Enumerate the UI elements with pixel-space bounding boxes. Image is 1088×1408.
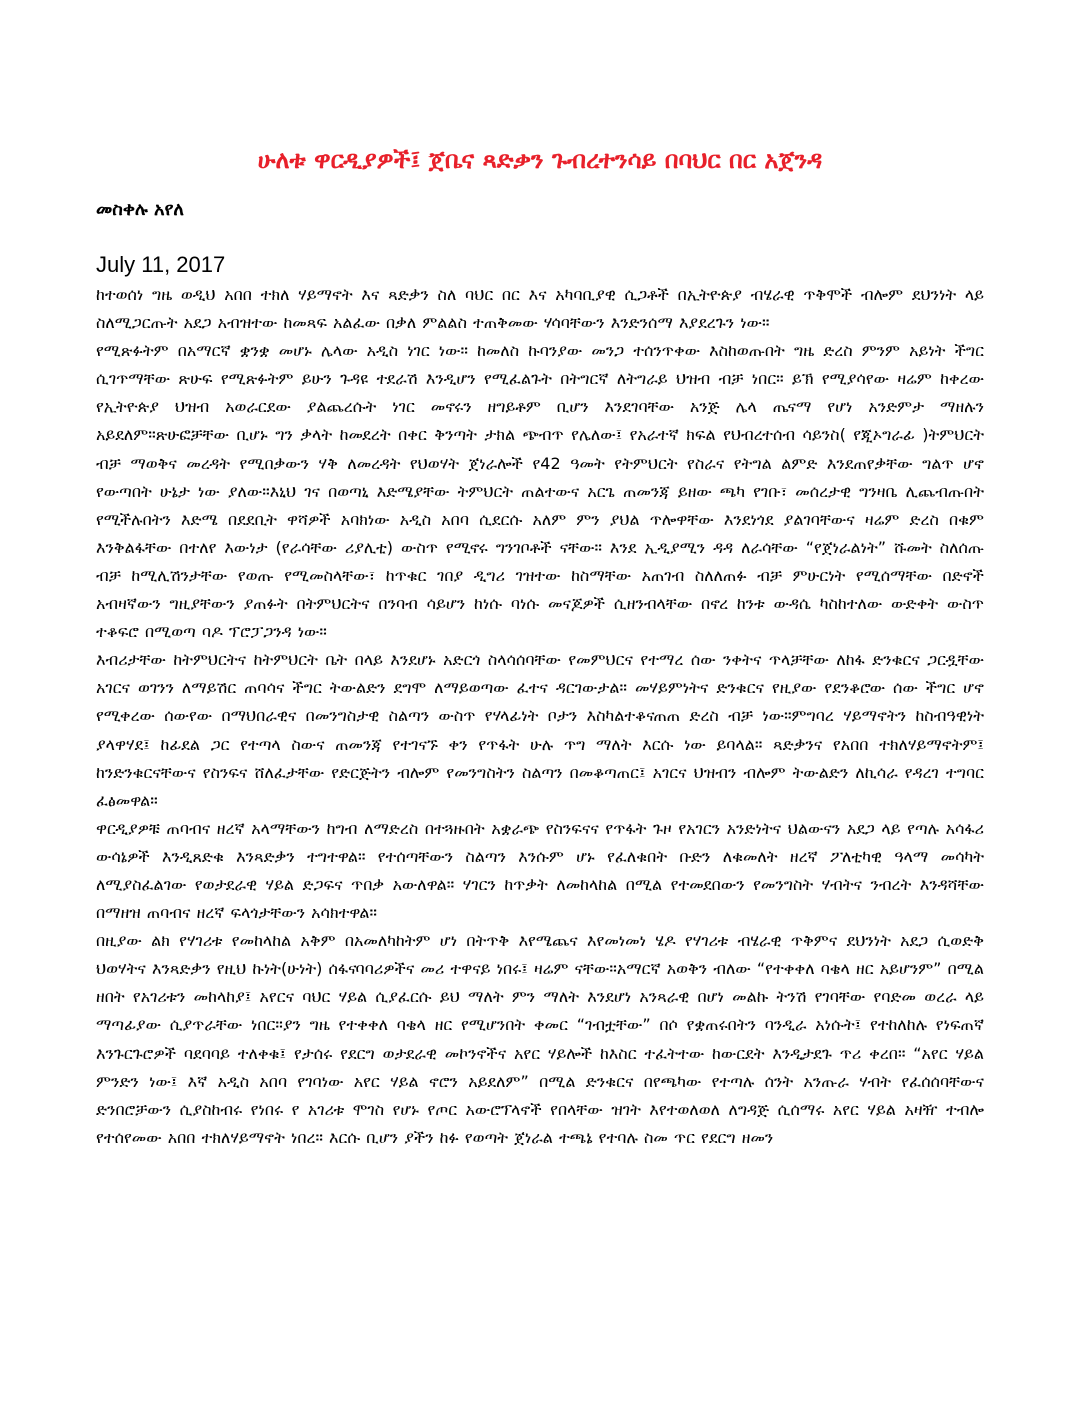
article-title: ሁለቱ ዋርዲያዎች፤ ጀቤና ጻድቃን ጉብረተንሳይ በባህር በር አጀንዳ [257, 146, 823, 174]
paragraph: ዋርዲያዎቹ ጠባብና ዘረኛ አላማቸውን ከግብ ለማድረስ በተጓዙበት አቋራጭ የስንፍናና የጥፋት ጉዞ የአገርን አንድነትና ህልውናን አደጋ ላይ የጣሉ አሳፋሪ ውሳኔዎች እንዲጸድቁ እንጻድቃን ተግተዋል። የተሰጣቸውን ስልጣን እንሱም ሆኑ የፈለቁበት ቡድን ለቁመለት ዘረኛ ፖለቲካዊ ዓላማ መሳካት ለሚያስፈልገው የወታደራዊ ሃይል ድጋፍና ጥበቃ አውለዋል። ሃገርን ከጥቃት ለመከላከል በሚል የተመደበውን የመንግስት ሃብትና ንብረት እንዳሻቸው በማዘዝ ጠባብና ዘረኛ ፍላጎታቸውን አሳክተዋል። [96, 818, 984, 923]
paragraph: እብሪታቸው ከትምህርትና ከትምህርት ቤት በላይ እንደሆኑ አድርጎ ስላሳሰባቸው የመምህርና የተማረ ሰው ንቀትና ጥላቻቸው ለከፋ ድንቁርና ጋርዷቸው አገርና ወገንን ለማይሽር ጠባሳና ችግር ትውልድን ደግሞ ለማይወጣው ፈተና ዳርገውታል። መሃይምነትና ድንቁርና የዚያው የደንቆሮው ሰው ችግር ሆኖ የሚቀረው ሰውየው በማህበራዊና በመንግስታዊ ስልጣን ውስጥ የሃላፊነት ቦታን እስካልተቆናጠጠ ድረስ ብቻ ነው።ምግባረ ሃይማኖትን ከስብዓዊነት ያላዋሃደ፤ ከፊደል ጋር የተጣላ ስውና ጠመንጃ የተገናኙ ቀን የጥፋት ሁሉ ጥግ ማለት እርሱ ነው ይባላል። ጻድቃንና የአበበ ተክለሃይማኖትም፤ ከንድንቁርናቸውና የስንፍና ሸለፈታቸው የድርጅትን ብሎም የመንግስትን ስልጣን በመቆጣጠር፤ አገርና ህዝብን ብሎም ትውልድን ለኪሳራ የዳረገ ተግባር ፈፅመዋል። [96, 650, 984, 810]
article-date: July 11, 2017 [96, 252, 226, 277]
paragraph: የሚጽፉትም በአማርኛ ቋንቋ መሆኑ ሌላው አዲስ ነገር ነው። ከመለስ ኩባንያው መንጋ ተሰንጥቀው እስከወጡበት ግዜ ድረስ ምንም አይነት ችግር ሲገጥማቸው ጽሁፍ የሚጽፉትም ይሁን ጉዳዩ ተደራሽ እንዲሆን የሚፈልጉት በትግርኛ ለትግራይ ህዝብ ብቻ ነበር። ይኽ የሚያሳየው ዛሬም ከቀረው የኢትዮጵያ ህዝብ አወራርደው ያልጨረሱት ነገር መኖሩን ዘግይቶም ቢሆን እንደገባቸው አንጅ ሌላ ጤናማ የሆነ አንድምታ ማዘሉን አይደለም።ጽሁፎቻቸው ቢሆኑ ግን ቃላት ከመደረት በቀር ቅንጣት ታክል ጭብጥ የሌለው፤ የአራተኛ ክፍል የህብረተሰብ ሳይንስ( የጂኦግራፊ )ትምህርት ብቻ ማወቅና መረዳት የሚበቃውን ሃቅ ለመረዳት የህወሃት ጀነራሎች የ42 ዓመት የትምህርት የስራና የትግል ልምድ እንደጠየቃቸው ግልጥ ሆኖ የውጣበት ሁኔታ ነው ያለው።እኒህ ገና በወጣኒ እድሜያቸው ትምህርት ጠልተውና አርጌ ጠመንጃ ይዘው ጫካ የገቡ፣ መሰረታዊ ግንዛቤ ሊጨብጡበት የሚችሉበትን እድሜ በደደቢት ዋሻዎች አባክነው አዲስ አበባ ሲደርሱ አለም ምን ያህል ጥሎዋቸው እንደነጎደ ያልገባቸውና ዛሬም ድረስ በቁም እንቅልፋቸው በተለየ እውነታ (የራሳቸው ሪያሊቲ) ውስጥ የሚኖሩ ግንገቦቶች ናቸው። እንደ ኢዲያሚን ዳዳ ለራሳቸው “የጀነራልነት” ሹመት ስለሰጡ ብቻ ከሚሊሽንታቸው የወጡ የሚመስላቸው፣ ከጥቁር ገበያ ዲግሪ ገዝተው ከስማቸው አጠገብ ስለለጠፉ ብቻ ምሁርነት የሚሰማቸው በድኖች አብዛኛውን ግዚያቸውን ያጠፉት በትምህርትና በንባብ ሳይሆን ከነሱ ባነሱ መናጆዎች ሲዘንብላቸው በኖረ ከንቱ ውዳሴ ካስከተለው ውድቀት ውስጥ ተቆፍሮ በሚወጣ ባዶ ፕሮፓጋንዳ ነው። [96, 341, 984, 642]
paragraph: በዚያው ልክ የሃገሪቱ የመከላከል አቅም በአመለካከትም ሆነ በትጥቅ እየሜጨና እየመነመነ ሄዶ የሃገሪቱ ብሄራዊ ጥቅምና ደህንነት አደጋ ሲወድቅ ህወሃትና እንጻድቃን የዚህ ኩነት(ሁነት) ሰፋናባባሪዎችና መሪ ተዋናይ ነበሩ፤ ዛሬም ናቸው።አማርኛ አወቅን ብለው “የተቀቀለ ባቄላ ዘር አይሆንም” በሚል ዘበት የአገሪቱን መከላከያ፤ አየርና ባህር ሃይል ሲያፈርሱ ይህ ማለት ምን ማለት እንደሆነ አንጻራዊ በሆነ መልኩ ትንሽ የገባቸው የባድመ ወረራ ላይ ማጣፊያው ሲያጥራቸው ነበር።ያን ግዜ የተቀቀለ ባቄላ ዘር የሚሆንበት ቀመር “ገብቷቸው” በሶ የቋጠሩበትን ባንዲራ አነሱት፤ የተከለከሉ የነፍጠኛ እንጉርጉሮዎች ባደባባይ ተለቀቁ፤ የታሰሩ የደርግ ወታደራዊ መኮንኖችና አየር ሃይሎች ከእስር ተፈትተው ከውርደት እንዲታደጉ ጥሪ ቀረበ። “አየር ሃይል ምንድን ነው፤ እኛ አዲስ አበባ የገባነው አየር ሃይል ኖሮን አይደለም” በሚል ድንቁርና በየጫካው የተጣሉ ሰንት አንጡራ ሃብት የፈሰሰባቸውና ድንበሮቻውን ሲያስከብሩ የነበሩ የ አገሪቱ ሞገስ የሆኑ የጦር አውሮፕላኖች የበላቸው ዝገት እየተወለወለ ለግዳጅ ሲሰማሩ አየር ሃይል አዛዥ ተብሎ የተሰየመው አበበ ተክለሃይማኖት ነበረ። እርሱ ቢሆን ያችን ከፉ የወጣት ጀነራል ተጫኔ የተባሉ ስመ ጥር የደርግ ዘመን [96, 931, 984, 1147]
paragraph: ከተወሰነ ግዜ ወዲህ አበበ ተክለ ሃይማኖት እና ጻድቃን ስለ ባህር በር እና አካባቢያዊ ሲጋቶች በኢትዮጵያ ብሄራዊ ጥቅሞች ብሎም ደህንነት ላይ ስለሚጋርጡት አደጋ አብዝተው ከመጻፍ አልፈው በቃለ ምልልስ ተጠቅመው ሃሳባቸውን እንድንሰማ እያደረጉን ነው። [96, 285, 984, 333]
article-body [96, 281, 984, 1152]
article-author: መስቀሉ አየለ [96, 199, 184, 220]
